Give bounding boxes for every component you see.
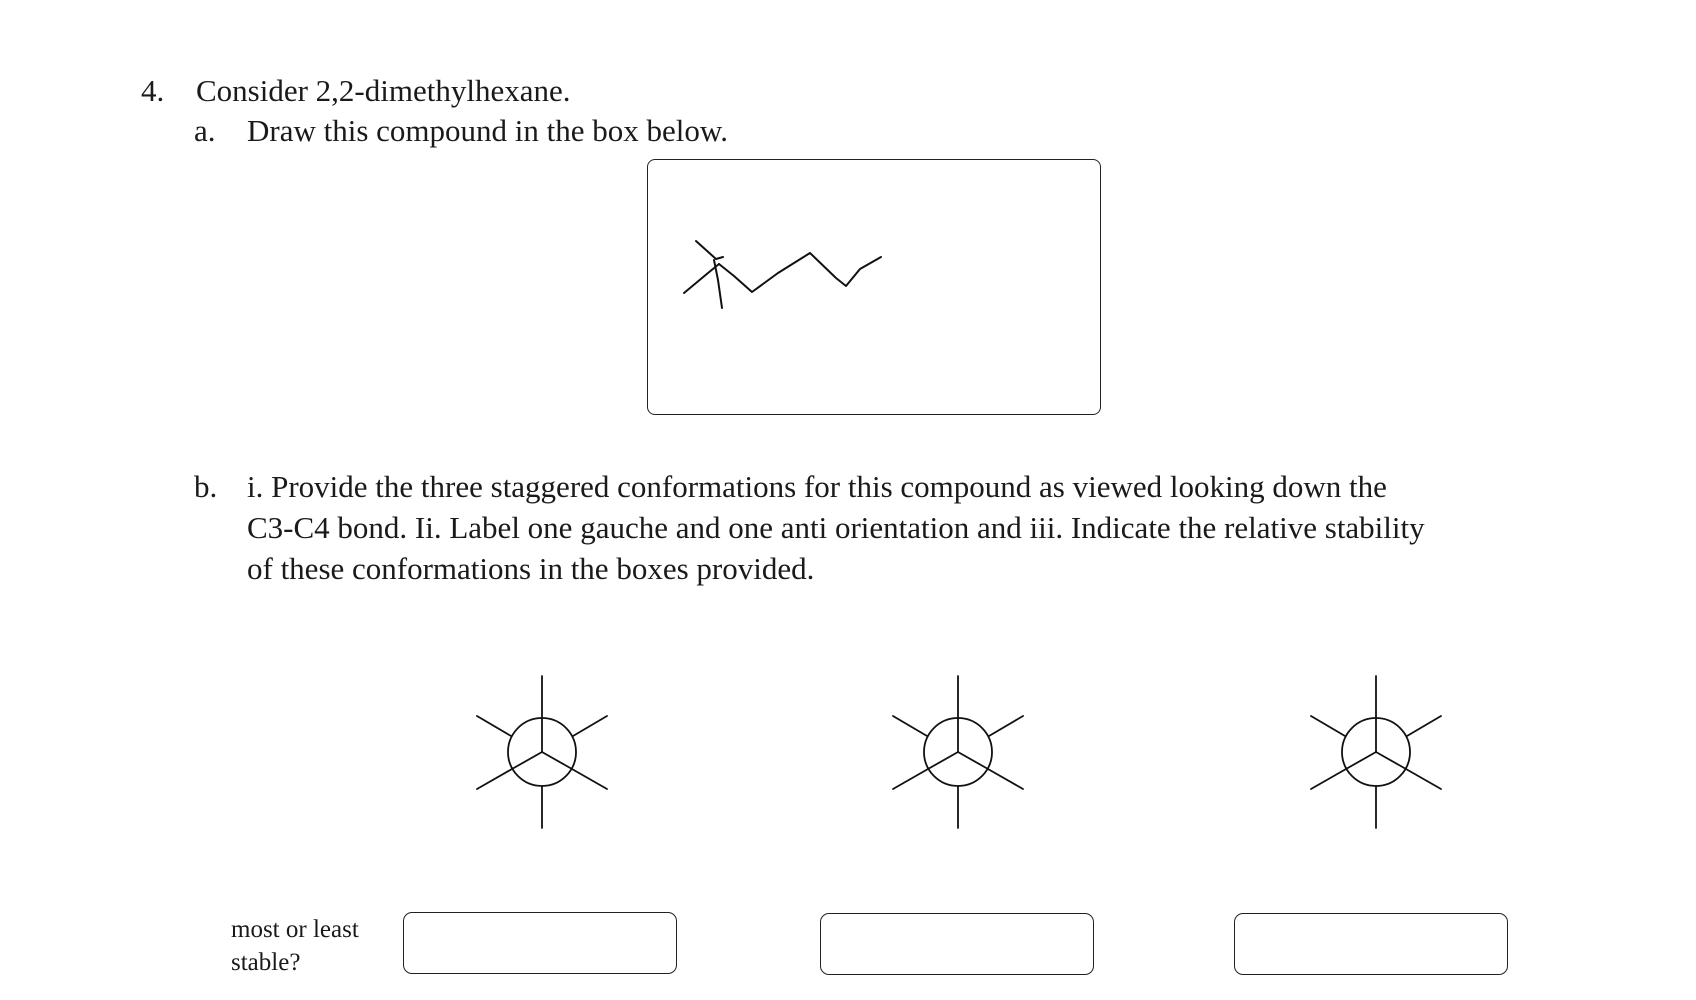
newman-projection-2[interactable] [888, 672, 1028, 832]
stability-answer-box-1[interactable] [403, 912, 677, 974]
newman-projection-3[interactable] [1306, 672, 1446, 832]
part-a-letter: a. [194, 113, 216, 148]
part-a-instruction: Draw this compound in the box below. [247, 113, 728, 148]
stability-label-line-1: most or least [231, 916, 359, 943]
part-b-letter: b. [194, 469, 218, 504]
stability-label-line-2: stable? [231, 949, 301, 976]
question-number: 4. [141, 73, 165, 108]
part-b-line-1: i. Provide the three staggered conformations for this compound as viewed looking down the [247, 469, 1387, 504]
newman-projection-1[interactable] [472, 672, 612, 832]
question-title: Consider 2,2-dimethylhexane. [196, 73, 571, 108]
part-b-line-3: of these conformations in the boxes provided. [247, 551, 815, 586]
stability-answer-box-2[interactable] [820, 913, 1094, 975]
stability-answer-box-3[interactable] [1234, 913, 1508, 975]
stability-question-label [231, 913, 359, 979]
drawing-answer-box[interactable] [647, 159, 1101, 415]
handwritten-skeletal-structure [648, 160, 1100, 414]
part-b-line-2: C3-C4 bond. Ii. Label one gauche and one anti orientation and iii. Indicate the relative stability [247, 510, 1425, 545]
